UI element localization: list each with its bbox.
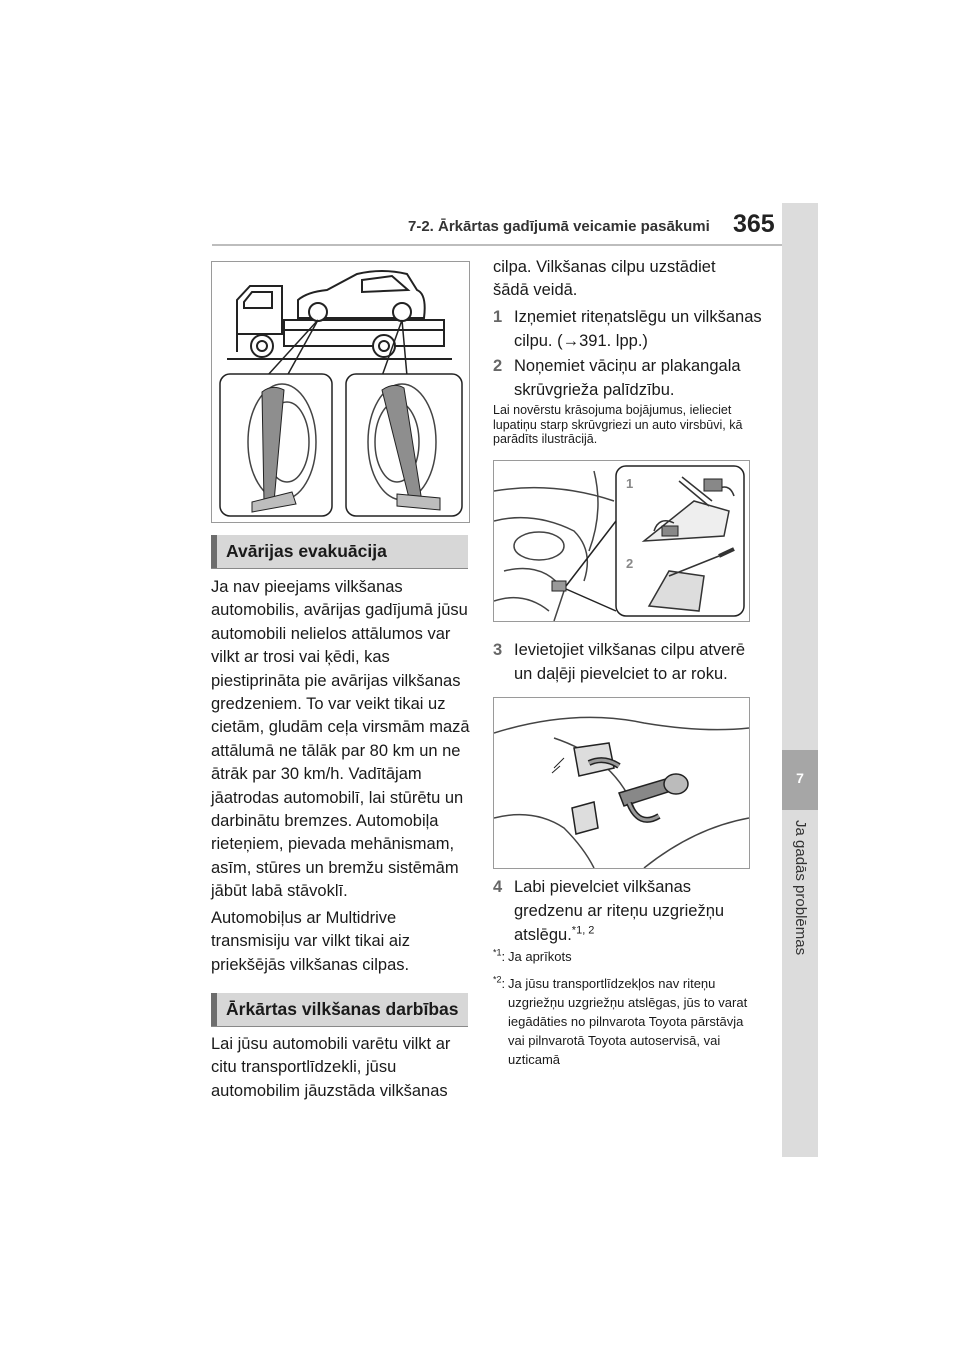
- chapter-number: 7: [796, 770, 804, 786]
- chapter-title: Ja gadās problēmas: [792, 820, 809, 956]
- figure-label-1: 1: [626, 476, 634, 491]
- section-heading-towing-procedure: Ārkārtas vilkšanas darbības: [211, 993, 468, 1026]
- step-number: 2: [493, 357, 503, 375]
- towing-intro-paragraph: Lai jūsu automobili varētu vilkt ar citu transportlīdzekli, jūsu automobilim jāuzstāda vilkšanas: [211, 1035, 451, 1100]
- footnote-mark: $^{*2}$:: [493, 974, 506, 991]
- step-3: [493, 638, 763, 686]
- step-number: 3: [493, 641, 503, 659]
- step-number: 4: [493, 878, 503, 896]
- step-text: Ievietojiet vilkšanas cilpu atverē un daļēji pievelciet to ar roku.: [514, 641, 746, 683]
- chapter-thumb-tab: [782, 203, 818, 1157]
- multidrive-paragraph: Automobiļus ar Multidrive transmisiju var vilkt tikai aiz priekšējās vilkšanas cilpas.: [211, 909, 410, 974]
- step-number: 1: [493, 308, 503, 326]
- footnote-1: [493, 947, 755, 966]
- footnote-text: Ja aprīkots: [508, 949, 572, 964]
- footnote-mark: $^{*1}$:: [493, 947, 506, 964]
- running-header: 7-2. Ārkārtas gadījumā veicamie pasākumi: [408, 218, 710, 235]
- step-1: [493, 305, 763, 353]
- header-rule: [212, 244, 782, 246]
- footnote-2: [493, 974, 755, 1069]
- towing-intro-continued: cilpa. Vilkšanas cilpu uzstādiet šādā veidā.: [493, 258, 716, 300]
- footnote-text: Ja jūsu transportlīdzekļos nav riteņu uzgriežņu uzgriežņu atslēgas, jūs to varat iegādāties no pilnvarota Toyota pārstāvja vai pilnvarotā Toyota autoservisā, vai uzticamā: [508, 976, 748, 1067]
- step-4: [493, 875, 763, 947]
- footnote-reference: *1, 2: [571, 924, 595, 937]
- paint-protection-note: Lai novērstu krāsojuma bojājumus, ielieciet lupatiņu starp skrūvgriezi un auto virsbūvi, kā parādīts ilustrācijā.: [493, 403, 743, 446]
- step-text: Izņemiet riteņatslēgu un vilkšanas cilpu. (→391. lpp.): [514, 308, 762, 350]
- page-number: 365: [733, 210, 775, 238]
- emergency-towing-paragraph: Ja nav pieejams vilkšanas automobilis, avārijas gadījumā jūsu automobili nelielos attālumos var vilkt ar trosi vai ķēdi, kas piestiprināta pie avārijas vilkšanas gredzeniem. To var veikt tikai uz cietām, gludām ceļa virsmām mazā attālumā ne tālāk par 80 km un ne ātrāk par 30 km/h. Vadītājam jāatrodas automobilī, lai stūrētu un darbinātu bremzes. Automobiļa rieteņiem, pievada mehānismam, asīm, stūres un bremžu sistēmām jābūt labā stāvoklī.: [211, 578, 470, 901]
- step-2: [493, 354, 763, 402]
- step-text: Labi pievelciet vilkšanas gredzenu ar riteņu uzgriežņu atslēgu.: [514, 878, 725, 944]
- step-text: Noņemiet vāciņu ar plakangala skrūvgrieža palīdzību.: [514, 357, 741, 399]
- towing-eyelet-install-illustration: [493, 697, 750, 869]
- figure-label-2: 2: [626, 556, 634, 571]
- cover-removal-illustration: [493, 460, 750, 622]
- section-heading-emergency-towing: Avārijas evakuācija: [211, 535, 468, 568]
- flatbed-towing-illustration: [211, 261, 470, 523]
